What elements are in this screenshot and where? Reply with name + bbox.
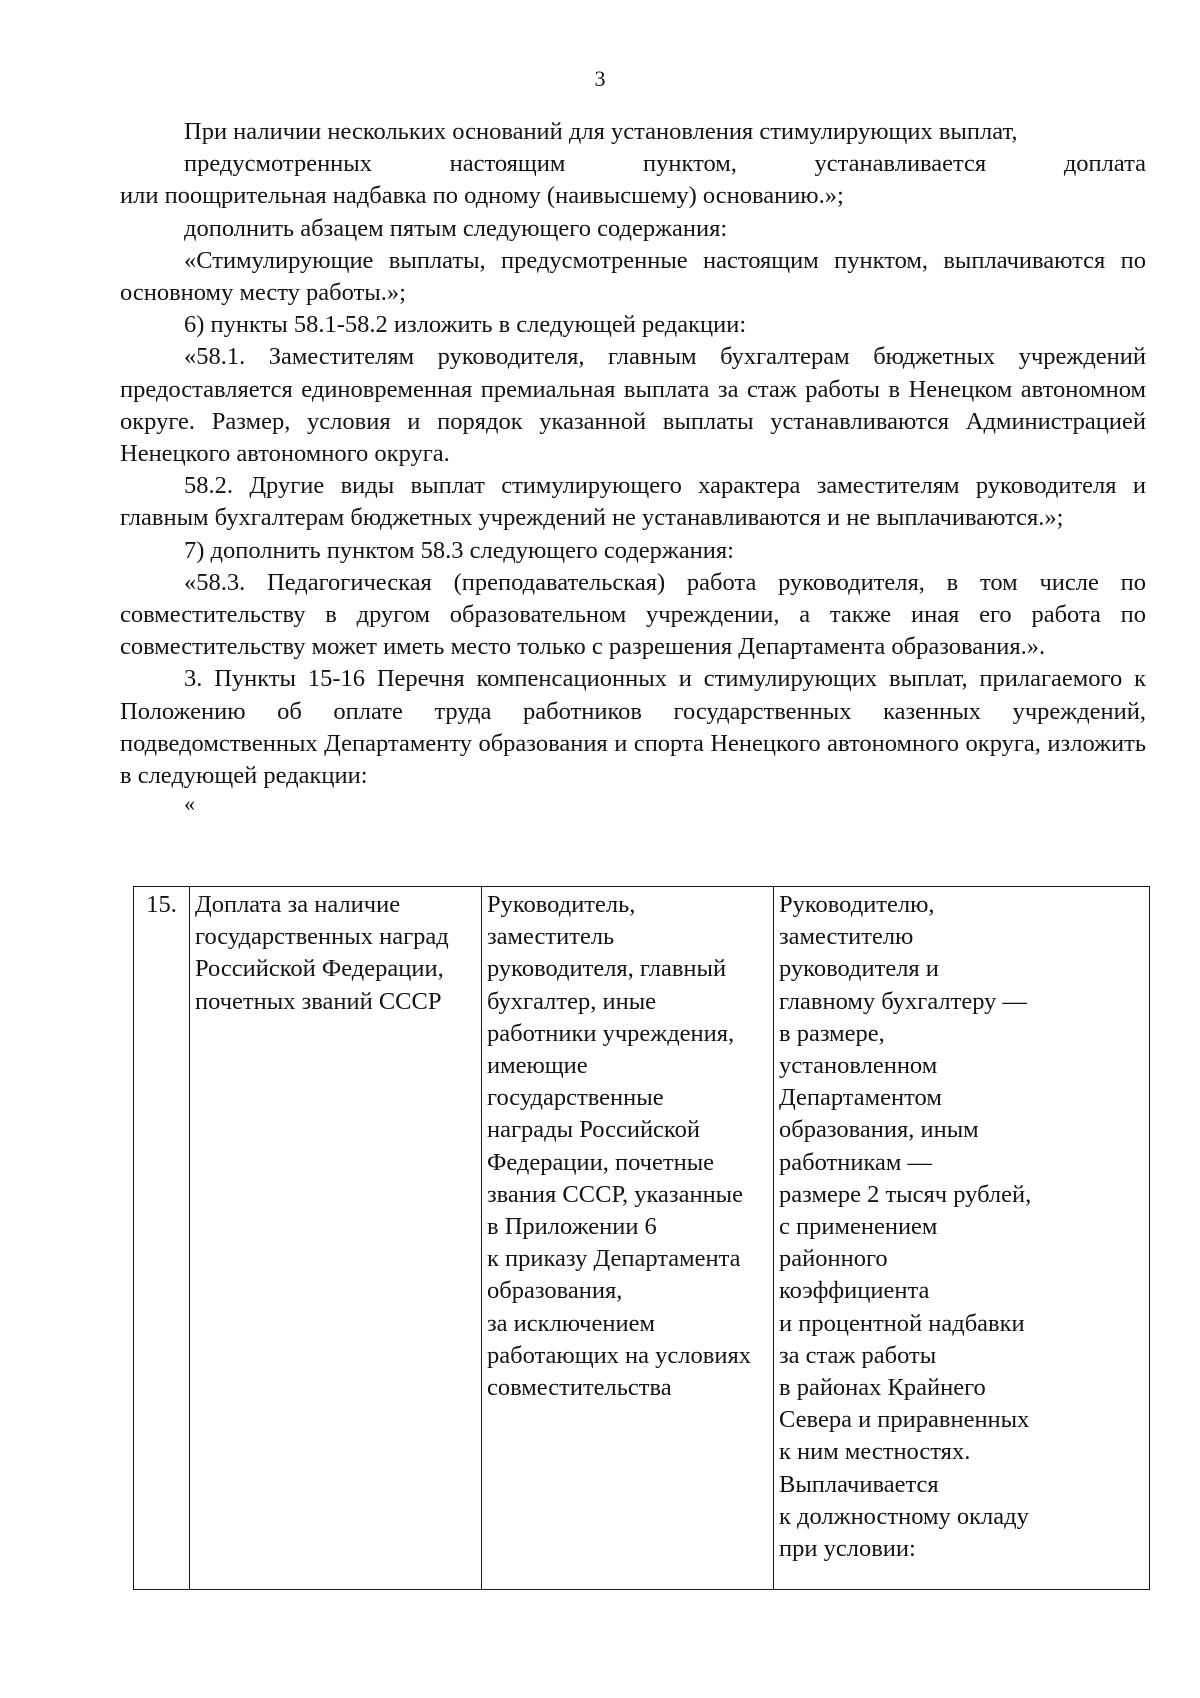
cell-line: образования, [487,1277,623,1305]
cell-line: за исключением [487,1309,655,1337]
payments-table [133,886,1150,1590]
cell-line: руководителя и [779,955,939,983]
paragraph-item-7: 7) дополнить пунктом 58.3 следующего содержания: [184,536,734,564]
cell-line: Департаментом [779,1084,942,1112]
cell-line: Севера и приравненных [779,1406,1030,1434]
row-number-cell: 15. [134,887,190,1590]
amount-cell [774,887,1150,1590]
paragraph-clause-58-2: 58.2. Другие виды выплат стимулирующего характера заместителям руководителя и главным бухгалтерам бюджетных учреждений не устанавливаются и не выплачиваются.»; [120,472,1146,532]
payments-table-container [133,886,1149,1590]
cell-line: и процентной надбавки [779,1309,1025,1337]
cell-line: работающих на условиях [487,1341,751,1369]
cell-line: установленном [779,1052,938,1080]
cell-line: награды Российской [487,1116,700,1144]
cell-line: работникам — [779,1148,932,1176]
cell-line: Доплата за наличие [195,891,401,918]
cell-line: за стаж работы [779,1341,937,1369]
cell-line: с применением [779,1213,938,1241]
cell-line: Руководитель, [487,891,636,918]
cell-line: Выплачивается [779,1470,939,1498]
cell-line: бухгалтер, иные [487,987,657,1015]
payment-type-cell [190,887,482,1590]
opening-quote: « [184,791,195,817]
cell-line: в районах Крайнего [779,1374,986,1402]
cell-line: размере 2 тысяч рублей, [779,1180,1032,1208]
recipients-cell [482,887,774,1590]
cell-line: в Приложении 6 [487,1213,657,1241]
cell-line: имеющие [487,1052,588,1080]
paragraph-line: При наличии нескольких оснований для установления стимулирующих выплат, [184,118,1018,145]
cell-line: районного [779,1245,888,1273]
paragraph-clause-58-1: «58.1. Заместителям руководителя, главным бухгалтерам бюджетных учреждений предоставляется единовременная премиальная выплата за стаж работы в Ненецком автономном округе. Размер, условия и порядок указанной выплаты устанавливаются Администрацией Ненецкого автономного округа. [120,343,1146,468]
paragraph-item-3: 3. Пункты 15-16 Перечня компенсационных и стимулирующих выплат, прилагаемого к Положению об оплате труда работников государственных казенных учреждений, подведомственных Департаменту образования и спорта Ненецкого автономного округа, изложить в следующей редакции: [120,665,1146,790]
cell-line: коэффициента [779,1277,930,1305]
cell-line: заместитель [487,923,615,951]
paragraph-add-fifth-clause: дополнить абзацем пятым следующего содержания: [184,214,728,242]
paragraph-line-text: предусмотренных настоящим пунктом, устанавливается доплата [184,150,1146,178]
cell-line: руководителя, главный [487,955,727,983]
paragraph-stimulating-payments-quote: «Стимулирующие выплаты, предусмотренные настоящим пунктом, выплачиваются по основному месту работы.»; [120,246,1146,307]
cell-line: заместителю [779,923,914,951]
paragraph-clause-58-3: «58.3. Педагогическая (преподавательская) работа руководителя, в том числе по совместительству в другом образовательном учреждении, а также иная его работа по совместительству может иметь место только с разрешения Департамента образования.». [120,568,1146,661]
document-body [120,116,1146,816]
cell-line: государственных наград [195,923,449,951]
cell-line: при условии: [779,1535,916,1563]
cell-line: Руководителю, [779,891,935,918]
cell-line: образования, иным [779,1116,979,1144]
cell-line: к должностному окладу [779,1502,1029,1530]
paragraph-line: или поощрительная надбавка по одному (наивысшему) основанию.»; [120,182,844,210]
cell-line: к приказу Департамента [487,1245,741,1273]
cell-line: Федерации, почетные [487,1148,715,1176]
cell-line: работники учреждения, [487,1019,735,1047]
cell-line: Российской Федерации, [195,955,444,983]
page-number: 3 [594,66,606,91]
cell-line: в размере, [779,1019,885,1047]
cell-line: звания СССР, указанные [487,1180,744,1208]
cell-line: главному бухгалтеру — [779,987,1028,1015]
cell-line: почетных званий СССР [195,987,442,1015]
paragraph-line [120,148,1146,180]
paragraph-item-6: 6) пункты 58.1-58.2 изложить в следующей редакции: [184,311,747,339]
cell-line: к ним местностях. [779,1438,971,1466]
table-row [134,887,1150,1590]
paragraph-multiple-grounds [120,116,1146,213]
cell-line: государственные [487,1084,664,1112]
cell-line: совместительства [487,1374,672,1402]
